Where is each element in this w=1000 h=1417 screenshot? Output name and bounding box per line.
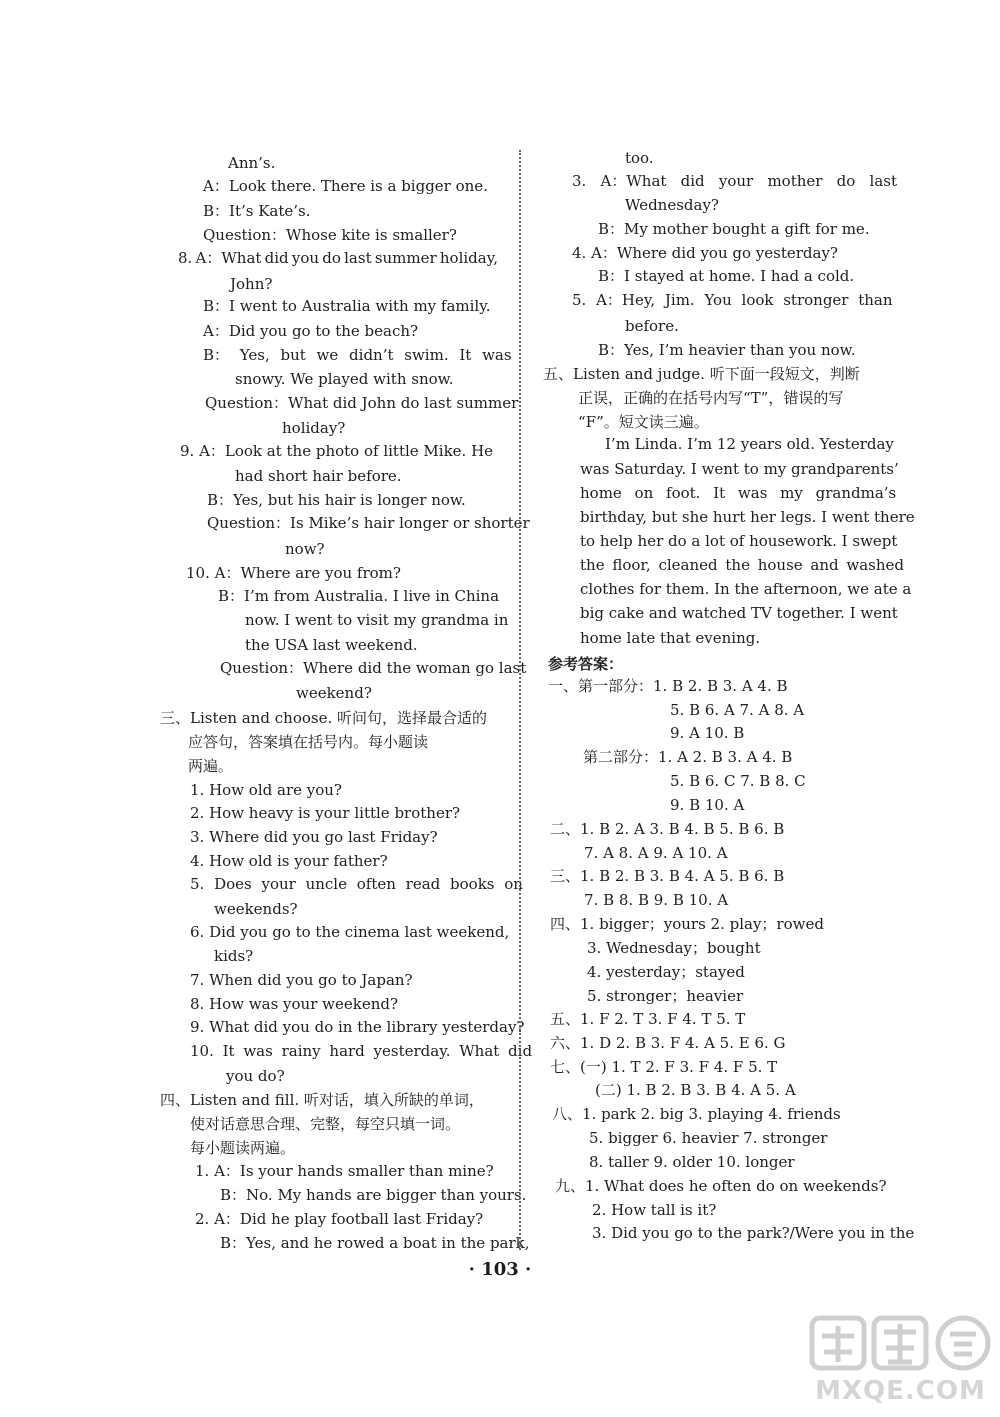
list-item: 2. How heavy is your little brother?	[190, 804, 461, 822]
list-item: 8. How was your weekend?	[190, 995, 399, 1013]
question-line: Question：Is Mike’s hair longer or shorter	[207, 514, 530, 532]
dialogue-line: 5. A：Hey, Jim. You look stronger than	[572, 291, 893, 309]
answer-line: 9. B 10. A	[670, 796, 745, 814]
question-line: holiday?	[282, 419, 346, 437]
answer-line: 五、1. F 2. T 3. F 4. T 5. T	[550, 1010, 746, 1028]
text-line: B：I went to Australia with my family.	[203, 297, 491, 315]
text-line: 9. A：Look at the photo of little Mike. He	[180, 442, 494, 460]
answer-line: 5. stronger；heavier	[587, 987, 744, 1005]
text-line: A：Look there. There is a bigger one.	[203, 177, 488, 195]
dialogue-line: B：Yes, and he rowed a boat in the park,	[220, 1234, 530, 1252]
text-line: the USA last weekend.	[245, 636, 418, 654]
answer-line: 5. B 6. A 7. A 8. A	[670, 701, 805, 719]
text-line: John?	[230, 275, 273, 293]
answer-line: 9. A 10. B	[670, 724, 745, 742]
question-line: now?	[285, 540, 325, 558]
dialogue-line: B：No. My hands are bigger than yours.	[220, 1186, 527, 1204]
answers-title: 参考答案：	[548, 655, 624, 673]
answer-line: 七、(一) 1. T 2. F 3. F 4. F 5. T	[550, 1058, 778, 1076]
section-heading: 五、Listen and judge. 听下面一段短文，判断	[543, 365, 860, 383]
list-item: you do?	[226, 1067, 285, 1085]
dialogue-line: B：Yes, I’m heavier than you now.	[598, 341, 856, 359]
answer-line: 三、1. B 2. B 3. B 4. A 5. B 6. B	[550, 867, 785, 885]
answer-line: 8. taller 9. older 10. longer	[589, 1153, 795, 1171]
section-heading: 每小题读两遍。	[190, 1139, 296, 1157]
answer-line: (二) 1. B 2. B 3. B 4. A 5. A	[595, 1081, 796, 1099]
answer-line: 八、1. park 2. big 3. playing 4. friends	[552, 1105, 841, 1123]
text-line: Ann’s.	[228, 154, 276, 172]
section-heading: “F”。短文读三遍。	[578, 413, 709, 431]
text-line: B：Yes, but his hair is longer now.	[207, 491, 466, 509]
list-item: 1. How old are you?	[190, 781, 342, 799]
answer-line: 3. Wednesday；bought	[587, 939, 761, 957]
column-divider	[519, 150, 521, 1250]
list-item: 9. What did you do in the library yesterday?	[190, 1018, 525, 1036]
passage-line: clothes for them. In the afternoon, we ate a	[580, 580, 912, 598]
answer-line: 4. yesterday；stayed	[587, 963, 745, 981]
dialogue-line: B：I stayed at home. I had a cold.	[598, 267, 855, 285]
list-item: 3. Where did you go last Friday?	[190, 828, 438, 846]
watermark	[808, 1312, 993, 1412]
passage-line: big cake and watched TV together. I went	[580, 604, 898, 622]
answer-line: 第二部分：1. A 2. B 3. A 4. B	[583, 748, 793, 766]
answer-line: 7. B 8. B 9. B 10. A	[584, 891, 729, 909]
text-line: B：It’s Kate’s.	[203, 202, 311, 220]
passage-line: to help her do a lot of housework. I swept	[580, 532, 898, 550]
text-line: B：I’m from Australia. I live in China	[218, 587, 500, 605]
list-item: 4. How old is your father?	[190, 852, 388, 870]
list-item: 5. Does your uncle often read books on	[190, 875, 523, 893]
list-item: 7. When did you go to Japan?	[190, 971, 413, 989]
answer-line: 九、1. What does he often do on weekends?	[555, 1177, 887, 1195]
answer-line: 六、1. D 2. B 3. F 4. A 5. E 6. G	[550, 1034, 786, 1052]
passage-line: birthday, but she hurt her legs. I went there	[580, 508, 915, 526]
list-item: 10. It was rainy hard yesterday. What did	[190, 1042, 533, 1060]
section-heading: 三、Listen and choose. 听问句，选择最合适的	[160, 709, 487, 727]
passage-line: was Saturday. I went to my grandparents’	[580, 460, 899, 478]
question-line: Question：Whose kite is smaller?	[203, 226, 457, 244]
watermark-url: MXQE.COM	[815, 1376, 986, 1406]
dialogue-line: 2. A：Did he play football last Friday?	[195, 1210, 484, 1228]
text-line: B： Yes, but we didn’t swim. It was	[203, 346, 512, 364]
text-line: now. I went to visit my grandma in	[245, 611, 509, 629]
dialogue-line: 3. A：What did your mother do last	[572, 172, 897, 190]
section-heading: 四、Listen and fill. 听对话，填入所缺的单词，	[160, 1091, 484, 1109]
section-heading: 两遍。	[188, 757, 234, 775]
text-line: 10. A：Where are you from?	[186, 564, 401, 582]
answer-line: 二、1. B 2. A 3. B 4. B 5. B 6. B	[550, 820, 785, 838]
dialogue-line: too.	[625, 149, 654, 167]
answer-line: 5. bigger 6. heavier 7. stronger	[589, 1129, 828, 1147]
answer-line: 5. B 6. C 7. B 8. C	[670, 772, 806, 790]
passage-line: I’m Linda. I’m 12 years old. Yesterday	[605, 435, 894, 453]
passage-line: the floor, cleaned the house and washed	[580, 556, 905, 574]
section-heading: 正误，正确的在括号内写“T”，错误的写	[578, 389, 844, 407]
list-item: kids?	[214, 947, 254, 965]
answer-line: 3. Did you go to the park?/Were you in the	[592, 1224, 915, 1242]
dialogue-line: B：My mother bought a gift for me.	[598, 220, 870, 238]
text-line: snowy. We played with snow.	[235, 370, 454, 388]
text-line: had short hair before.	[235, 467, 402, 485]
text-line: A：Did you go to the beach?	[203, 322, 419, 340]
watermark-logo	[808, 1312, 993, 1374]
passage-line: home late that evening.	[580, 629, 761, 647]
dialogue-line: before.	[625, 317, 679, 335]
answer-line: 7. A 8. A 9. A 10. A	[584, 844, 728, 862]
text-line: 8. A：What did you do last summer holiday,	[178, 249, 498, 267]
section-heading: 使对话意思合理、完整，每空只填一词。	[190, 1115, 461, 1133]
question-line: Question：Where did the woman go last	[220, 659, 527, 677]
answer-line: 四、1. bigger；yours 2. play；rowed	[550, 915, 824, 933]
section-heading: 应答句，答案填在括号内。每小题读	[188, 733, 429, 751]
answer-line: 2. How tall is it?	[592, 1201, 717, 1219]
dialogue-line: Wednesday?	[625, 196, 719, 214]
question-line: Question：What did John do last summer	[205, 394, 519, 412]
passage-line: home on foot. It was my grandma’s	[580, 484, 897, 502]
list-item: weekends?	[214, 900, 298, 918]
answer-line: 一、第一部分：1. B 2. B 3. A 4. B	[548, 677, 788, 695]
dialogue-line: 4. A：Where did you go yesterday?	[572, 244, 838, 262]
question-line: weekend?	[296, 684, 372, 702]
list-item: 6. Did you go to the cinema last weekend,	[190, 923, 510, 941]
dialogue-line: 1. A：Is your hands smaller than mine?	[195, 1162, 494, 1180]
page-number: · 103 ·	[468, 1259, 532, 1280]
